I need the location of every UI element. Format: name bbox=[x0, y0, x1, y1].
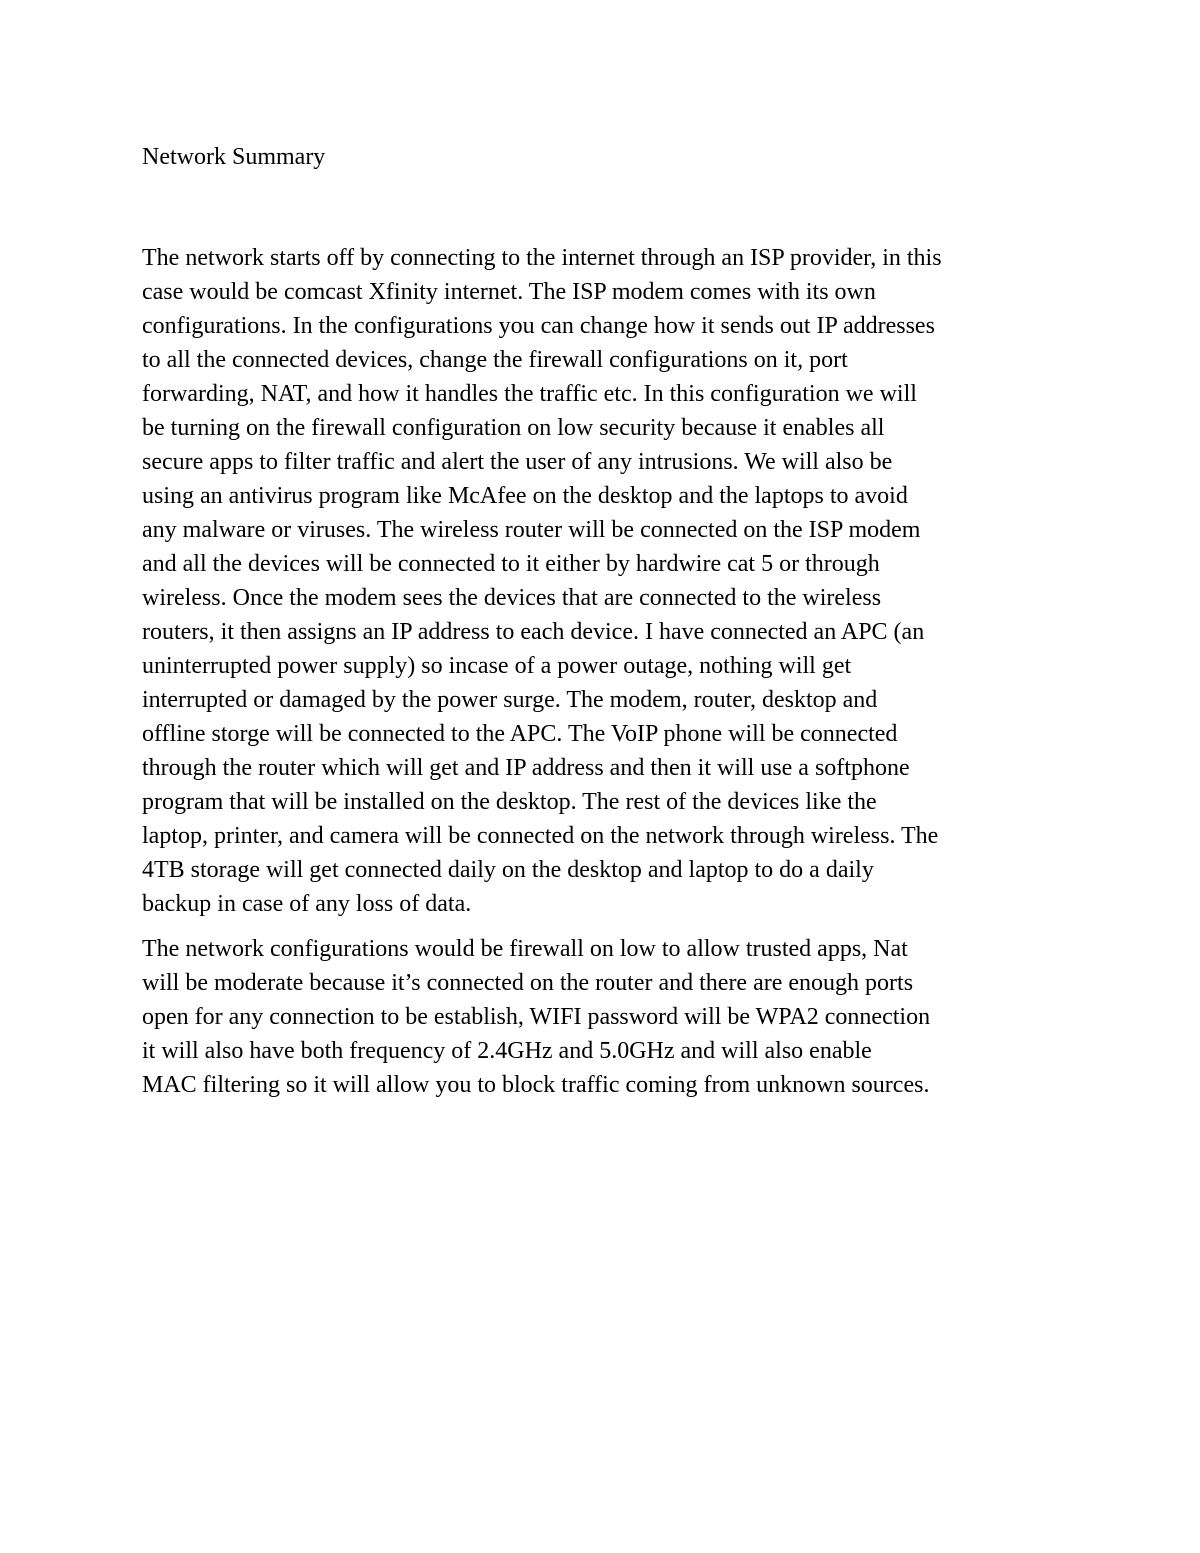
paragraph-network-overview bbox=[142, 241, 1072, 921]
paragraph-line: it will also have both frequency of 2.4GHz and 5.0GHz and will also enable bbox=[142, 1038, 872, 1064]
paragraph-line: and all the devices will be connected to it either by hardwire cat 5 or through bbox=[142, 551, 880, 577]
document-body bbox=[142, 241, 1072, 1102]
paragraph-line: to all the connected devices, change the firewall configurations on it, port bbox=[142, 347, 848, 373]
paragraph-line: MAC filtering so it will allow you to block traffic coming from unknown sources. bbox=[142, 1072, 930, 1098]
paragraph-line: wireless. Once the modem sees the devices that are connected to the wireless bbox=[142, 585, 882, 611]
paragraph-line: any malware or viruses. The wireless router will be connected on the ISP modem bbox=[142, 517, 921, 543]
paragraph-line: be turning on the firewall configuration on low security because it enables all bbox=[142, 415, 885, 441]
paragraph-network-configurations bbox=[142, 932, 1072, 1102]
paragraph-line: program that will be installed on the desktop. The rest of the devices like the bbox=[142, 789, 877, 815]
paragraph-line: will be moderate because it’s connected on the router and there are enough ports bbox=[142, 970, 914, 996]
paragraph-line: open for any connection to be establish, WIFI password will be WPA2 connection bbox=[142, 1004, 931, 1030]
paragraph-line: uninterrupted power supply) so incase of a power outage, nothing will get bbox=[142, 653, 852, 679]
paragraph-line: backup in case of any loss of data. bbox=[142, 891, 472, 917]
paragraph-line: using an antivirus program like McAfee on the desktop and the laptops to avoid bbox=[142, 483, 908, 509]
paragraph-line: laptop, printer, and camera will be connected on the network through wireless. The bbox=[142, 823, 939, 849]
paragraph-line: case would be comcast Xfinity internet. The ISP modem comes with its own bbox=[142, 279, 876, 305]
paragraph-line: offline storge will be connected to the APC. The VoIP phone will be connected bbox=[142, 721, 898, 747]
paragraph-line: secure apps to filter traffic and alert the user of any intrusions. We will also be bbox=[142, 449, 893, 475]
paragraph-line: routers, it then assigns an IP address to each device. I have connected an APC (an bbox=[142, 619, 925, 645]
paragraph-spacing bbox=[142, 921, 1072, 932]
paragraph-line: The network configurations would be firewall on low to allow trusted apps, Nat bbox=[142, 936, 908, 962]
paragraph-line: through the router which will get and IP address and then it will use a softphone bbox=[142, 755, 910, 781]
paragraph-line: 4TB storage will get connected daily on the desktop and laptop to do a daily bbox=[142, 857, 874, 883]
paragraph-line: interrupted or damaged by the power surge. The modem, router, desktop and bbox=[142, 687, 878, 713]
document-title: Network Summary bbox=[142, 144, 326, 170]
paragraph-line: The network starts off by connecting to the internet through an ISP provider, in this bbox=[142, 245, 942, 271]
paragraph-line: forwarding, NAT, and how it handles the traffic etc. In this configuration we will bbox=[142, 381, 917, 407]
paragraph-line: configurations. In the configurations you can change how it sends out IP addresses bbox=[142, 313, 935, 339]
